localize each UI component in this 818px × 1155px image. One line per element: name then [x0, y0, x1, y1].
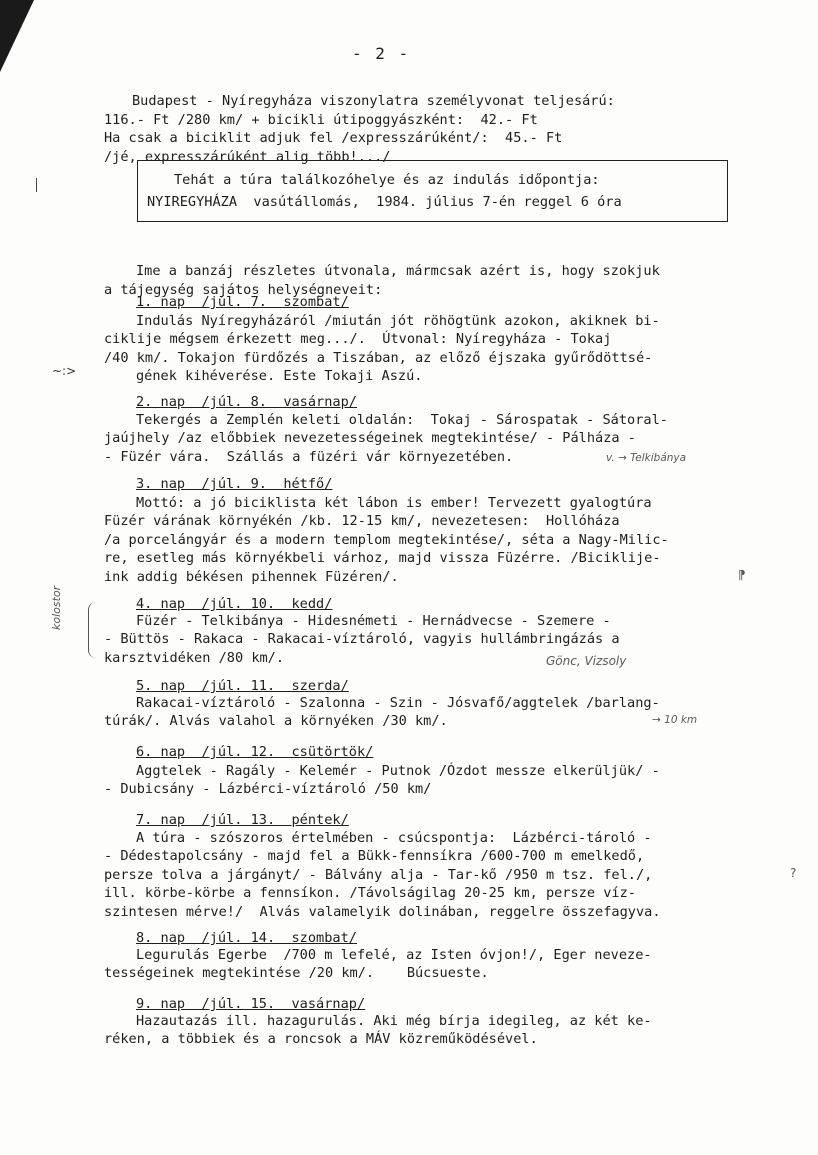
page-number: - 2 -	[352, 44, 411, 63]
day-line: - Dubicsány - Lázbérci-víztároló /50 km/	[104, 781, 432, 798]
day-line: túrák/. Alvás valahol a környéken /30 km/.	[104, 713, 448, 730]
day-line: ill. körbe-körbe a fennsíkon. /Távolságilag 20-25 km, persze víz-	[104, 885, 636, 902]
right-margin-mark: ?	[790, 866, 797, 880]
day-body	[104, 1012, 764, 1049]
day-line: karsztvidéken /80 km/.	[104, 649, 285, 666]
corner-mark	[0, 0, 34, 72]
day-body	[104, 612, 764, 667]
day-line: - Dédestapolcsány - majd fel a Bükk-fennsíkra /600-700 m emelkedő,	[104, 848, 645, 865]
route-intro	[104, 244, 764, 299]
day-line: Rakacai-víztároló - Szalonna - Szin - Jósvafő/aggtelek /barlang-	[136, 695, 660, 711]
day-line: Legurulás Egerbe /700 m lefelé, az Isten óvjon!/, Eger neveze-	[136, 947, 652, 963]
intro-paragraph	[104, 74, 764, 166]
right-margin-mark: ⁋	[738, 568, 746, 582]
day-line: ciklije mégsem érkezett meg.../. Útvonal: Nyíregyháza - Tokaj	[104, 331, 612, 348]
day-line: tességeinek megtekintése /20 km/. Búcsueste.	[104, 965, 489, 982]
day-line: Mottó: a jó biciklista két lábon is ember! Tervezett gyalogtúra	[136, 495, 652, 511]
day-heading: 5. nap /júl. 11. szerda/	[136, 678, 349, 694]
day-line: gének kihéverése. Este Tokaji Aszú.	[136, 368, 423, 385]
day-heading: 7. nap /júl. 13. péntek/	[136, 812, 349, 828]
handwritten-note-day2: v. → Telkibánya	[606, 452, 687, 464]
box-line-2: NYIREGYHÁZA vasútállomás, 1984. július 7-én reggel 6 óra	[147, 194, 622, 210]
day-line: - Füzér vára. Szállás a füzéri vár környezetében.	[104, 448, 514, 465]
day-heading: 9. nap /júl. 15. vasárnap/	[136, 996, 366, 1012]
intro-line: Budapest - Nyíregyháza viszonylatra személyvonat teljesárú:	[132, 93, 615, 110]
day-body	[104, 946, 764, 983]
intro-line: /jé, expresszárúként alig több!.../	[104, 148, 391, 165]
day-line: ink addig békésen pihennek Füzéren/.	[104, 568, 399, 585]
handwritten-vertical-note: kolostor	[50, 585, 63, 630]
day-line: /a porcelángyár és a modern templom megtekintése/, séta a Nagy-Milic-	[104, 531, 669, 548]
day-body	[104, 762, 764, 799]
route-intro-line: a tájegység sajátos helységneveit:	[104, 281, 383, 298]
day-heading: 2. nap /júl. 8. vasárnap/	[136, 394, 357, 410]
day-body	[104, 312, 764, 386]
meeting-info-box	[137, 160, 728, 222]
day-line: jaújhely /az előbbiek nevezetességeinek megtekintése/ - Pálháza -	[104, 430, 636, 447]
day-line: A túra - szószoros értelmében - csúcspontja: Lázbérci-tároló -	[136, 830, 652, 846]
day-body	[104, 494, 764, 586]
day-heading: 6. nap /júl. 12. csütörtök/	[136, 744, 374, 760]
route-intro-line: Ime a banzáj részletes útvonala, mármcsak azért is, hogy szokjuk	[136, 263, 660, 280]
box-line-1: Tehát a túra találkozóhelye és az indulás időpontja:	[174, 172, 600, 188]
handwritten-note-day4: Gönc, Vizsoly	[546, 654, 627, 668]
day-heading: 3. nap /júl. 9. hétfő/	[136, 476, 333, 492]
day-line: /40 km/. Tokajon fürdőzés a Tiszában, az előző éjszaka gyűrődöttsé-	[104, 349, 653, 366]
margin-bracket	[88, 602, 99, 658]
day-heading: 4. nap /júl. 10. kedd/	[136, 596, 333, 612]
day-line: Hazautazás ill. hazagurulás. Aki még bírja idegileg, az két ke-	[136, 1013, 652, 1029]
day-line: - Büttös - Rakaca - Rakacai-víztároló, vagyis hullámbringázás a	[104, 631, 620, 648]
day-line: Füzér várának környékén /kb. 12-15 km/, nevezetesen: Hollóháza	[104, 513, 620, 530]
day-line: réken, a többiek és a roncsok a MÁV közreműködésével.	[104, 1031, 538, 1048]
day-line: Aggtelek - Ragály - Kelemér - Putnok /Ózdot messze elkerüljük/ -	[136, 763, 660, 779]
margin-scribble: ~:>	[52, 364, 77, 378]
day-heading: 8. nap /júl. 14. szombat/	[136, 930, 357, 946]
day-line: persze tolva a járgányt/ - Bálvány alja - Tar-kő /950 m tsz. fel./,	[104, 866, 653, 883]
day-line: Tekergés a Zemplén keleti oldalán: Tokaj - Sárospatak - Sátoral-	[136, 412, 668, 428]
day-line: re, esetleg más környékbeli várhoz, majd vissza Füzérre. /Biciklije-	[104, 550, 661, 567]
margin-tick	[36, 178, 37, 192]
day-body	[104, 829, 764, 921]
day-line: Indulás Nyíregyházáról /miután jót röhögtünk azokon, akiknek bi-	[136, 313, 660, 329]
intro-line: Ha csak a biciklit adjuk fel /expresszárúként/: 45.- Ft	[104, 130, 563, 147]
day-heading: 1. nap /júl. 7. szombat/	[136, 294, 349, 310]
handwritten-note-day5: → 10 km	[652, 714, 698, 726]
intro-line: 116.- Ft /280 km/ + bicikli útipoggyászként: 42.- Ft	[104, 111, 538, 128]
day-line: szintesen mérve!/ Alvás valamelyik dolinában, reggelre összefagyva.	[104, 903, 661, 920]
day-line: Füzér - Telkibánya - Hidesnémeti - Hernádvecse - Szemere -	[136, 613, 611, 629]
